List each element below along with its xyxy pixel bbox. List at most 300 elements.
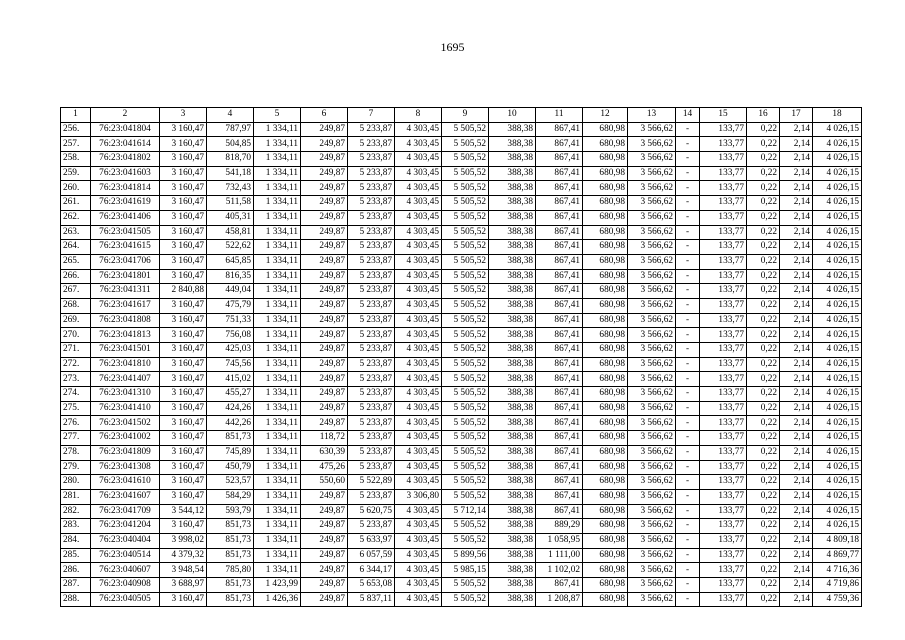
table-cell: - [676,533,700,548]
table-cell: 5 233,87 [348,357,395,372]
table-cell: 511,58 [207,196,254,211]
table-cell: 5 505,52 [442,166,489,181]
table-cell: 4 026,15 [813,519,862,534]
table-cell: 3 566,62 [628,387,676,402]
table-cell: 680,98 [583,533,628,548]
table-cell: 1 334,11 [254,181,301,196]
column-header: 11 [536,108,583,123]
table-cell: - [676,548,700,563]
table-cell: 2,14 [780,372,813,387]
table-cell: 76:23:041603 [91,166,160,181]
table-cell: 5 233,87 [348,328,395,343]
table-cell: 3 160,47 [160,445,207,460]
table-cell: 818,70 [207,152,254,167]
table-cell: 5 233,87 [348,269,395,284]
table-cell: 5 505,52 [442,416,489,431]
table-cell: 76:23:041614 [91,137,160,152]
table-row [61,578,862,593]
table-cell: 3 306,80 [395,489,442,504]
table-cell: 5 233,87 [348,166,395,181]
table-cell: 3 566,62 [628,328,676,343]
table-cell: 1 058,95 [536,533,583,548]
table-cell: 3 566,62 [628,137,676,152]
table-cell: 249,87 [301,387,348,402]
table-cell: 275. [61,401,91,416]
table-cell: 4 303,45 [395,372,442,387]
table-cell: 3 160,47 [160,343,207,358]
table-cell: 4 379,32 [160,548,207,563]
table-cell: 249,87 [301,357,348,372]
table-cell: 3 566,62 [628,122,676,137]
table-cell: 4 026,15 [813,225,862,240]
table-cell: 3 566,62 [628,166,676,181]
table-cell: 262. [61,210,91,225]
table-cell: - [676,401,700,416]
table-cell: 867,41 [536,166,583,181]
table-cell: 5 505,52 [442,210,489,225]
table-cell: 3 160,47 [160,357,207,372]
table-cell: 5 712,14 [442,504,489,519]
table-cell: 388,38 [489,519,536,534]
table-cell: 5 505,52 [442,328,489,343]
table-cell: 76:23:041808 [91,313,160,328]
table-cell: 4 303,45 [395,328,442,343]
table-cell: 3 160,47 [160,210,207,225]
table-cell: 388,38 [489,387,536,402]
table-row [61,592,862,607]
table-cell: 3 160,47 [160,240,207,255]
table-cell: 278. [61,445,91,460]
table-cell: 680,98 [583,313,628,328]
table-cell: 1 334,11 [254,475,301,490]
table-cell: 277. [61,431,91,446]
table-cell: 133,77 [700,137,747,152]
table-row [61,269,862,284]
table-cell: 680,98 [583,504,628,519]
table-row [61,519,862,534]
table-cell: 5 505,52 [442,284,489,299]
table-cell: 867,41 [536,460,583,475]
table-cell: 680,98 [583,254,628,269]
table-row [61,240,862,255]
table-row [61,313,862,328]
table-cell: 2,14 [780,431,813,446]
table-cell: 287. [61,578,91,593]
table-cell: 5 505,52 [442,137,489,152]
table-cell: 2,14 [780,313,813,328]
table-cell: 3 160,47 [160,372,207,387]
table-row [61,137,862,152]
table-cell: 1 334,11 [254,196,301,211]
table-cell: 3 160,47 [160,475,207,490]
table-cell: 249,87 [301,519,348,534]
table-cell: 4 303,45 [395,533,442,548]
table-cell: 76:23:041501 [91,343,160,358]
table-cell: 261. [61,196,91,211]
table-cell: 2,14 [780,240,813,255]
table-cell: 630,39 [301,445,348,460]
table-cell: 4 026,15 [813,343,862,358]
table-cell: 680,98 [583,475,628,490]
table-cell: 4 026,15 [813,254,862,269]
table-cell: 3 566,62 [628,210,676,225]
table-header-row [61,108,862,123]
table-cell: 1 334,11 [254,416,301,431]
table-cell: 3 160,47 [160,519,207,534]
table-cell: 4 026,15 [813,372,862,387]
table-row [61,181,862,196]
table-cell: 76:23:041607 [91,489,160,504]
table-cell: 1 334,11 [254,298,301,313]
table-cell: 5 505,52 [442,254,489,269]
table-cell: 388,38 [489,210,536,225]
table-cell: 1 334,11 [254,328,301,343]
table-cell: 133,77 [700,519,747,534]
table-cell: - [676,298,700,313]
table-cell: - [676,269,700,284]
table-cell: 680,98 [583,489,628,504]
table-cell: 249,87 [301,328,348,343]
table-cell: 680,98 [583,445,628,460]
table-cell: 1 334,11 [254,504,301,519]
table-cell: 76:23:041311 [91,284,160,299]
table-cell: 3 566,62 [628,489,676,504]
table-cell: 0,22 [747,181,780,196]
table-cell: 867,41 [536,137,583,152]
table-cell: - [676,475,700,490]
table-cell: 0,22 [747,475,780,490]
table-cell: 5 505,52 [442,313,489,328]
table-cell: 5 505,52 [442,431,489,446]
table-cell: 3 566,62 [628,152,676,167]
table-cell: 5 899,56 [442,548,489,563]
table-row [61,166,862,181]
table-cell: 249,87 [301,533,348,548]
table-cell: 3 998,02 [160,533,207,548]
table-cell: 732,43 [207,181,254,196]
table-cell: 249,87 [301,181,348,196]
table-cell: 0,22 [747,533,780,548]
table-row [61,548,862,563]
table-cell: - [676,431,700,446]
column-header: 6 [301,108,348,123]
table-row [61,196,862,211]
table-cell: 5 233,87 [348,387,395,402]
table-cell: - [676,196,700,211]
table-cell: 851,73 [207,519,254,534]
table-cell: 5 233,87 [348,431,395,446]
table-cell: 867,41 [536,225,583,240]
column-header: 5 [254,108,301,123]
table-cell: 269. [61,313,91,328]
table-cell: 5 233,87 [348,196,395,211]
table-cell: 3 160,47 [160,181,207,196]
table-cell: 3 160,47 [160,416,207,431]
table-cell: 1 334,11 [254,137,301,152]
table-cell: 249,87 [301,298,348,313]
table-cell: 2,14 [780,343,813,358]
table-cell: 1 334,11 [254,152,301,167]
table-cell: 388,38 [489,357,536,372]
table-cell: 2,14 [780,357,813,372]
table-cell: 4 026,15 [813,504,862,519]
table-cell: 5 233,87 [348,225,395,240]
table-cell: - [676,122,700,137]
table-cell: 1 334,11 [254,313,301,328]
table-cell: 4 303,45 [395,298,442,313]
table-cell: 4 303,45 [395,548,442,563]
table-cell: 475,79 [207,298,254,313]
table-cell: 76:23:041814 [91,181,160,196]
table-cell: 281. [61,489,91,504]
table-cell: 133,77 [700,122,747,137]
table-cell: 2,14 [780,181,813,196]
table-cell: 76:23:040505 [91,592,160,607]
table-cell: 388,38 [489,225,536,240]
table-cell: 1 334,11 [254,269,301,284]
table-cell: 4 026,15 [813,387,862,402]
table-cell: 1 334,11 [254,519,301,534]
table-cell: 4 719,86 [813,578,862,593]
table-row [61,431,862,446]
table-cell: 76:23:041308 [91,460,160,475]
table-cell: 249,87 [301,254,348,269]
table-cell: 3 566,62 [628,343,676,358]
table-cell: 267. [61,284,91,299]
table-cell: 3 160,47 [160,328,207,343]
table-cell: 388,38 [489,152,536,167]
table-cell: 1 334,11 [254,372,301,387]
table-cell: 5 837,11 [348,592,395,607]
table-cell: 4 026,15 [813,196,862,211]
table-cell: 680,98 [583,196,628,211]
table-cell: 4 026,15 [813,475,862,490]
table-cell: 133,77 [700,387,747,402]
table-cell: 2,14 [780,416,813,431]
table-cell: 288. [61,592,91,607]
table-cell: 425,03 [207,343,254,358]
table-cell: 867,41 [536,372,583,387]
table-cell: 522,62 [207,240,254,255]
table-cell: 4 303,45 [395,225,442,240]
table-cell: 2,14 [780,166,813,181]
table-cell: - [676,152,700,167]
table-cell: 3 566,62 [628,533,676,548]
table-cell: 249,87 [301,592,348,607]
table-cell: 388,38 [489,548,536,563]
table-cell: 523,57 [207,475,254,490]
table-cell: 4 303,45 [395,269,442,284]
table-cell: 3 160,47 [160,387,207,402]
table-cell: 249,87 [301,137,348,152]
table-cell: 2,14 [780,401,813,416]
table-cell: 867,41 [536,152,583,167]
table-cell: - [676,240,700,255]
table-cell: 4 303,45 [395,416,442,431]
table-cell: 0,22 [747,578,780,593]
table-cell: 249,87 [301,563,348,578]
column-header: 8 [395,108,442,123]
table-cell: 76:23:040908 [91,578,160,593]
table-cell: 2 840,88 [160,284,207,299]
table-cell: 867,41 [536,416,583,431]
table-cell: 4 026,15 [813,445,862,460]
table-cell: - [676,225,700,240]
table-cell: 133,77 [700,166,747,181]
table-cell: 5 233,87 [348,122,395,137]
table-cell: 5 505,52 [442,578,489,593]
column-header: 16 [747,108,780,123]
table-row [61,401,862,416]
table-cell: 4 026,15 [813,152,862,167]
table-cell: 3 566,62 [628,269,676,284]
table-cell: 5 233,87 [348,210,395,225]
table-cell: 0,22 [747,357,780,372]
table-cell: 0,22 [747,563,780,578]
table-cell: - [676,137,700,152]
table-cell: 680,98 [583,387,628,402]
table-cell: 2,14 [780,445,813,460]
table-cell: 867,41 [536,387,583,402]
table-cell: 388,38 [489,372,536,387]
table-cell: 388,38 [489,269,536,284]
table-cell: 133,77 [700,210,747,225]
table-cell: 5 505,52 [442,387,489,402]
table-cell: 4 303,45 [395,445,442,460]
table-cell: 76:23:041615 [91,240,160,255]
table-cell: 2,14 [780,578,813,593]
table-cell: 680,98 [583,592,628,607]
table-cell: 256. [61,122,91,137]
table-cell: 5 505,52 [442,298,489,313]
table-cell: 388,38 [489,166,536,181]
table-cell: 133,77 [700,343,747,358]
table-cell: 3 566,62 [628,460,676,475]
table-cell: 249,87 [301,489,348,504]
table-cell: 3 566,62 [628,225,676,240]
table-cell: 133,77 [700,563,747,578]
table-cell: 1 111,00 [536,548,583,563]
table-cell: 3 160,47 [160,313,207,328]
table-cell: 867,41 [536,313,583,328]
table-cell: 266. [61,269,91,284]
table-cell: 0,22 [747,240,780,255]
table-cell: 867,41 [536,181,583,196]
table-cell: 388,38 [489,416,536,431]
table-cell: 2,14 [780,489,813,504]
table-cell: 388,38 [489,489,536,504]
table-cell: 133,77 [700,592,747,607]
table-cell: 133,77 [700,240,747,255]
table-cell: 504,85 [207,137,254,152]
table-cell: 4 026,15 [813,401,862,416]
table-cell: 4 303,45 [395,240,442,255]
table-cell: 680,98 [583,460,628,475]
table-cell: 5 233,87 [348,343,395,358]
table-cell: 0,22 [747,460,780,475]
table-cell: 1 334,11 [254,225,301,240]
table-cell: 76:23:040607 [91,563,160,578]
table-cell: 680,98 [583,328,628,343]
table-cell: 249,87 [301,504,348,519]
table-cell: 550,60 [301,475,348,490]
table-cell: 388,38 [489,313,536,328]
table-cell: 76:23:040514 [91,548,160,563]
table-cell: 263. [61,225,91,240]
table-cell: 680,98 [583,548,628,563]
table-cell: 133,77 [700,578,747,593]
table-cell: 2,14 [780,475,813,490]
table-cell: 388,38 [489,298,536,313]
table-cell: - [676,489,700,504]
table-cell: 133,77 [700,475,747,490]
table-cell: 1 426,36 [254,592,301,607]
table-cell: 680,98 [583,269,628,284]
table-cell: 4 303,45 [395,460,442,475]
table-cell: 388,38 [489,254,536,269]
table-cell: 5 233,87 [348,254,395,269]
table-cell: 76:23:041706 [91,254,160,269]
table-cell: 4 303,45 [395,504,442,519]
table-cell: 272. [61,357,91,372]
table-cell: 0,22 [747,504,780,519]
table-cell: 76:23:041610 [91,475,160,490]
table-cell: 76:23:041809 [91,445,160,460]
table-cell: 133,77 [700,504,747,519]
table-cell: 5 505,52 [442,240,489,255]
table-cell: 388,38 [489,122,536,137]
table-cell: 867,41 [536,401,583,416]
table-cell: 133,77 [700,401,747,416]
table-cell: 249,87 [301,548,348,563]
table-cell: 76:23:041502 [91,416,160,431]
table-cell: 751,33 [207,313,254,328]
table-cell: 785,80 [207,563,254,578]
table-row [61,504,862,519]
table-cell: 0,22 [747,284,780,299]
table-cell: - [676,387,700,402]
table-cell: 867,41 [536,578,583,593]
table-cell: 5 522,89 [348,475,395,490]
table-cell: 5 233,87 [348,298,395,313]
table-cell: 0,22 [747,225,780,240]
table-cell: - [676,328,700,343]
table-cell: 0,22 [747,313,780,328]
table-cell: 867,41 [536,254,583,269]
table-cell: 76:23:041407 [91,372,160,387]
column-header: 17 [780,108,813,123]
table-cell: 76:23:041801 [91,269,160,284]
table-cell: 133,77 [700,357,747,372]
table-cell: 4 303,45 [395,137,442,152]
table-cell: 2,14 [780,533,813,548]
table-cell: 270. [61,328,91,343]
table-cell: 867,41 [536,445,583,460]
table-cell: 1 334,11 [254,240,301,255]
table-cell: 76:23:041804 [91,122,160,137]
table-cell: 1 334,11 [254,284,301,299]
table-cell: 4 026,15 [813,137,862,152]
table-cell: 851,73 [207,578,254,593]
table-cell: 388,38 [489,401,536,416]
column-header: 1 [61,108,91,123]
table-cell: 133,77 [700,372,747,387]
table-cell: 133,77 [700,431,747,446]
table-cell: 133,77 [700,489,747,504]
table-cell: 76:23:041406 [91,210,160,225]
table-cell: 5 505,52 [442,357,489,372]
table-cell: 133,77 [700,225,747,240]
